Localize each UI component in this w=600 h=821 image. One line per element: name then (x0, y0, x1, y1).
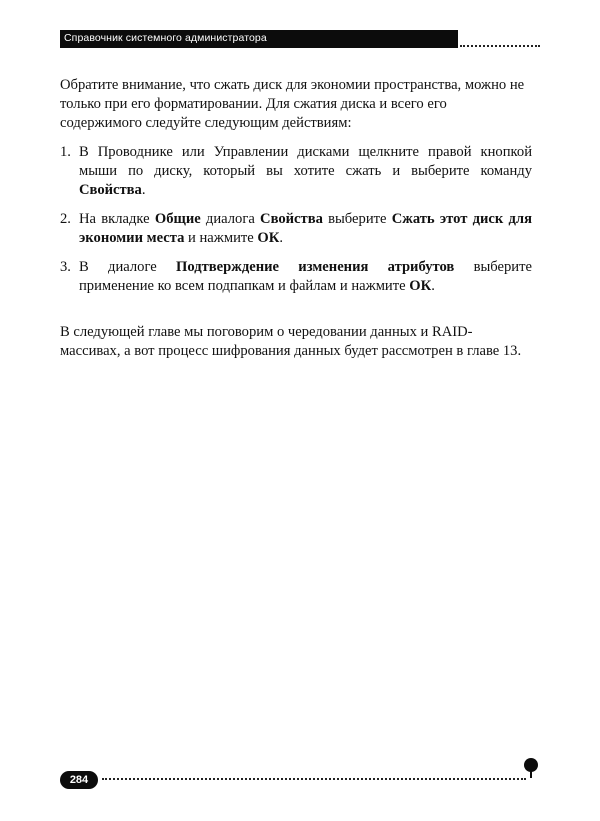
step-text: диалога (200, 211, 261, 227)
step-text: . (141, 182, 146, 198)
steps-list (60, 143, 532, 296)
step-bold-term: Подтверждение изменения атрибутов (176, 259, 455, 275)
step-text: выберите (322, 211, 392, 227)
list-item (60, 210, 532, 248)
page-number: 284 (60, 771, 98, 789)
page-body (60, 76, 532, 361)
step-number: 2. (60, 211, 71, 227)
running-header (60, 30, 458, 48)
closing-paragraph: В следующей главе мы поговорим о чередовании данных и RAID-массивах, а вот процесс шифрования данных будет рассмотрен в главе 13. (60, 324, 522, 359)
step-number: 1. (60, 144, 71, 160)
footer-dotted-rule (102, 778, 526, 780)
step-text: В диалоге (79, 259, 177, 275)
step-bold-term: Общие (154, 211, 201, 227)
list-item (60, 143, 532, 200)
running-header-title: Справочник системного администратора (64, 32, 267, 44)
step-bold-term: Свойства (260, 211, 323, 227)
step-text: . (431, 278, 435, 294)
pin-marker-icon (524, 758, 538, 772)
list-item (60, 258, 532, 296)
step-bold-term: Сжать этот диск для экономии места (79, 211, 532, 246)
intro-paragraph: Обратите внимание, что сжать диск для экономии пространства, можно не только при его форматировании. Для сжатия диска и всего его содержимого следуйте следующим действиям: (60, 77, 525, 131)
header-dotted-rule (460, 45, 540, 47)
step-bold-term: ОК (257, 230, 280, 246)
step-text: В Проводнике или Управлении дисками щелкните правой кнопкой мыши по диску, который вы хотите сжать и выберите команду (79, 144, 532, 179)
step-number: 3. (60, 259, 71, 275)
step-text: выберите применение ко всем подпапкам и файлам и нажмите (79, 259, 532, 294)
step-bold-term: ОК (409, 278, 432, 294)
step-text: На вкладке (79, 211, 155, 227)
step-bold-term: Свойства (79, 182, 142, 198)
step-text: и нажмите (184, 230, 258, 246)
step-text: . (279, 230, 283, 246)
